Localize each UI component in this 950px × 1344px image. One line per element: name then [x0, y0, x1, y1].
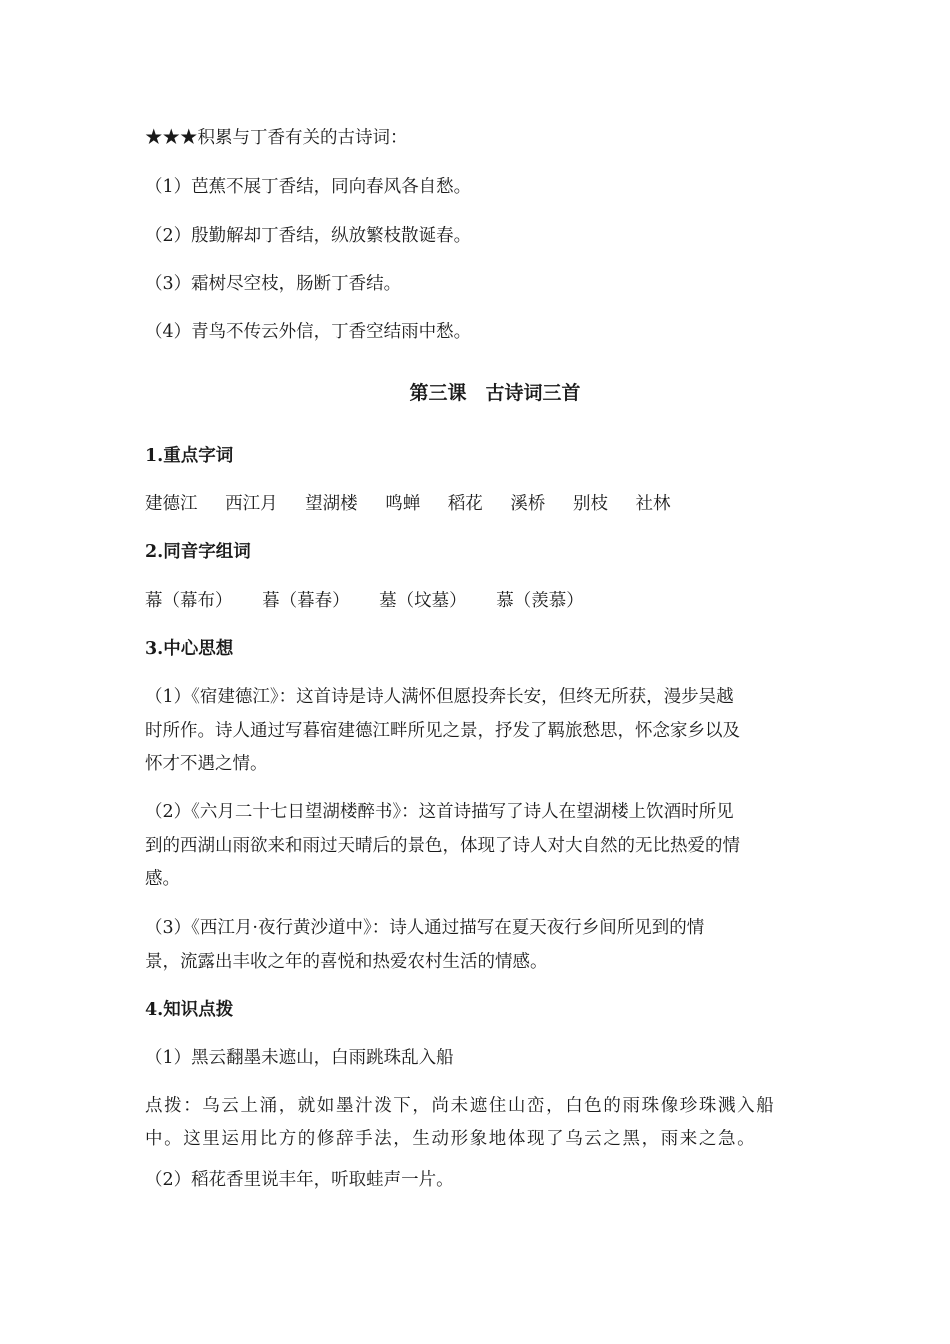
tip-note-line: 中。这里运用比方的修辞手法，生动形象地体现了乌云之黑，雨来之急。 — [145, 1129, 757, 1149]
intro-line: ★★★积累与丁香有关的古诗词： — [145, 128, 408, 148]
poem-line-3: （3）霜树尽空枝，肠断丁香结。 — [145, 274, 402, 294]
section-heading-central-idea: 3.中心思想 — [145, 639, 234, 659]
key-words-row — [145, 492, 693, 516]
section-heading-key-words: 1.重点字词 — [145, 446, 234, 466]
central-idea-2-line-1: （2）《六月二十七日望湖楼醉书》：这首诗描写了诗人在望湖楼上饮酒时所见 — [145, 802, 734, 822]
central-idea-2-line-2: 到的西湖山雨欲来和雨过天晴后的景色，体现了诗人对大自然的无比热爱的情 — [145, 836, 740, 856]
key-word: 望湖楼 — [305, 494, 358, 514]
tip-item-1: （1）黑云翻墨未遮山，白雨跳珠乱入船 — [145, 1048, 454, 1068]
key-word: 稻花 — [447, 494, 483, 514]
central-idea-1-line-1: （1）《宿建德江》：这首诗是诗人满怀但愿投奔长安，但终无所获，漫步吴越 — [145, 687, 734, 707]
central-idea-1-line-2: 时所作。诗人通过写暮宿建德江畔所见之景，抒发了羁旅愁思，怀念家乡以及 — [145, 721, 740, 741]
homophone-group: 暮（暮春） — [262, 591, 350, 611]
section-heading-homophones: 2.同音字组词 — [145, 542, 251, 562]
key-word: 社林 — [635, 494, 671, 514]
central-idea-3-line-2: 景，流露出丰收之年的喜悦和热爱农村生活的情感。 — [145, 952, 548, 972]
central-idea-2-line-3: 感。 — [145, 869, 180, 889]
central-idea-3-line-1: （3）《西江月·夜行黄沙道中》：诗人通过描写在夏天夜行乡间所见到的情 — [145, 918, 705, 938]
homophones-row — [145, 589, 608, 613]
central-idea-1-line-3: 怀才不遇之情。 — [145, 754, 268, 774]
homophone-group: 慕（羡慕） — [496, 591, 584, 611]
key-word: 溪桥 — [510, 494, 546, 514]
homophone-group: 墓（坟墓） — [379, 591, 467, 611]
key-word: 建德江 — [145, 494, 198, 514]
poem-line-1: （1）芭蕉不展丁香结，同向春风各自愁。 — [145, 177, 472, 197]
tip-item-2: （2）稻花香里说丰年，听取蛙声一片。 — [145, 1170, 454, 1190]
homophone-group: 幕（幕布） — [145, 591, 233, 611]
poem-line-2: （2）殷勤解却丁香结，纵放繁枝散诞春。 — [145, 226, 472, 246]
key-word: 西江月 — [225, 494, 278, 514]
section-heading-knowledge-tips: 4.知识点拨 — [145, 1000, 234, 1020]
key-word: 鸣蝉 — [385, 494, 421, 514]
lesson-title: 第三课 古诗词三首 — [409, 382, 581, 404]
tip-note-1 — [145, 1090, 810, 1156]
poem-line-4: （4）青鸟不传云外信，丁香空结雨中愁。 — [145, 322, 472, 342]
tip-note-line: 点拨：乌云上涌，就如墨汁泼下，尚未遮住山峦，白色的雨珠像珍珠溅入船 — [145, 1096, 776, 1116]
key-word: 别枝 — [572, 494, 608, 514]
